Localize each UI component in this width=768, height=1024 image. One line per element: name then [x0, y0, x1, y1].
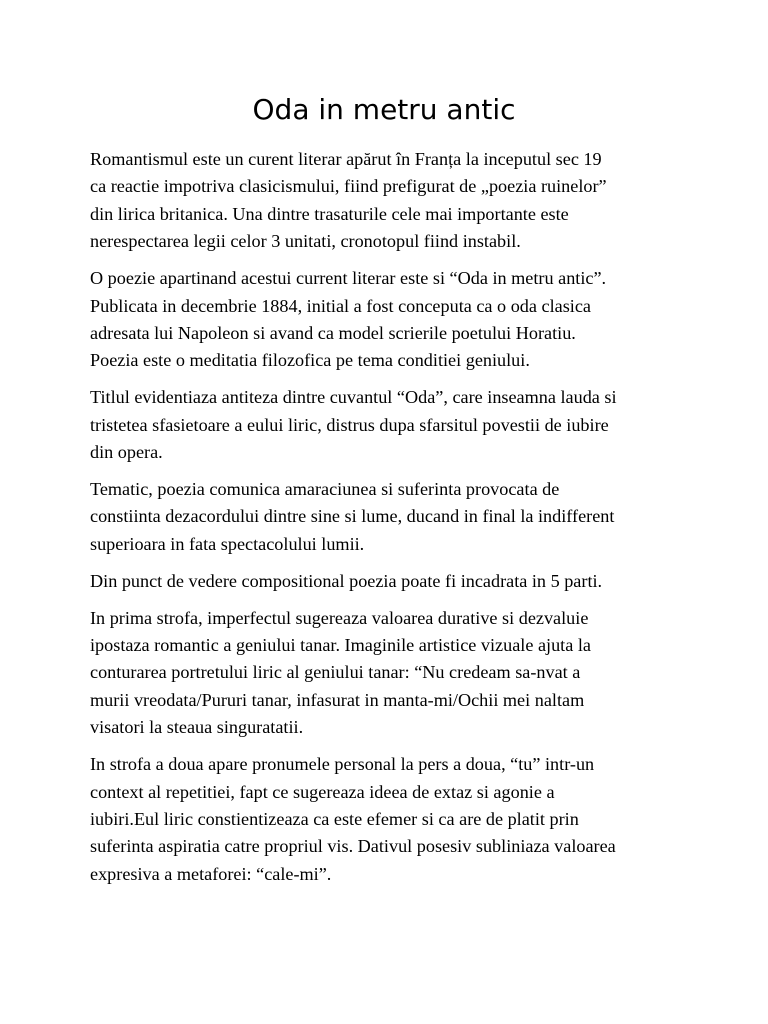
paragraph-5	[90, 568, 690, 595]
text-line: din opera.	[90, 442, 163, 463]
text-line: Din punct de vedere compositional poezia poate fi incadrata in 5 parti.	[90, 570, 603, 591]
paragraph-6	[90, 605, 690, 742]
text-line: ca reactie impotriva clasicismului, fiind prefigurat de „poezia ruinelor”	[90, 176, 607, 197]
text-line: ipostaza romantic a geniului tanar. Imaginile artistice vizuale ajuta la	[90, 635, 591, 655]
text-line: Tematic, poezia comunica amaraciunea si suferinta provocata de	[90, 478, 560, 499]
text-line: din lirica britanica. Una dintre trasaturile cele mai importante este	[90, 203, 569, 224]
text-line: conturarea portretului liric al geniului tanar: “Nu credeam sa-nvat a	[90, 662, 581, 683]
text-line: Titlul evidentiaza antiteza dintre cuvantul “Oda”, care inseamna lauda si	[90, 387, 617, 408]
paragraph-7	[90, 751, 690, 888]
text-line: Publicata in decembrie 1884, initial a fost conceputa ca o oda clasica	[90, 295, 591, 316]
text-line: expresiva a metaforei: “cale-mi”.	[90, 863, 332, 884]
text-line: superioara in fata spectacolului lumii.	[90, 533, 365, 554]
text-line: iubiri.Eul liric constientizeaza ca este efemer si ca are de platit prin	[90, 808, 579, 829]
text-line: adresata lui Napoleon si avand ca model scrierile poetului Horatiu.	[90, 322, 576, 343]
text-line: context al repetitiei, fapt ce sugereaza ideea de extaz si agonie a	[90, 781, 555, 802]
text-line: suferinta aspiratia catre propriul vis. Dativul posesiv subliniaza valoarea	[90, 836, 616, 857]
paragraph-3	[90, 384, 690, 466]
document-title: Oda in metru antic	[252, 93, 516, 126]
text-line: visatori la steaua singuratatii.	[90, 717, 304, 738]
text-line: O poezie apartinand acestui current literar este si “Oda in metru antic”.	[90, 268, 607, 289]
text-line: Romantismul este un curent literar apărut în Franța la inceputul sec 19	[90, 149, 602, 169]
paragraph-1	[90, 146, 690, 256]
text-line: nerespectarea legii celor 3 unitati, cronotopul fiind instabil.	[90, 231, 521, 252]
paragraph-4	[90, 476, 690, 558]
text-line: murii vreodata/Pururi tanar, infasurat in manta-mi/Ochii mei naltam	[90, 689, 585, 710]
text-line: In strofa a doua apare pronumele personal la pers a doua, “tu” intr-un	[90, 754, 595, 775]
text-line: tristetea sfasietoare a eului liric, distrus dupa sfarsitul povestii de iubire	[90, 414, 609, 435]
document-body	[90, 146, 690, 898]
text-line: Poezia este o meditatia filozofica pe tema conditiei geniului.	[90, 350, 530, 371]
paragraph-2	[90, 265, 690, 375]
text-line: constiinta dezacordului dintre sine si lume, ducand in final la indifferent	[90, 506, 615, 527]
text-line: In prima strofa, imperfectul sugereaza valoarea durative si dezvaluie	[90, 607, 589, 628]
